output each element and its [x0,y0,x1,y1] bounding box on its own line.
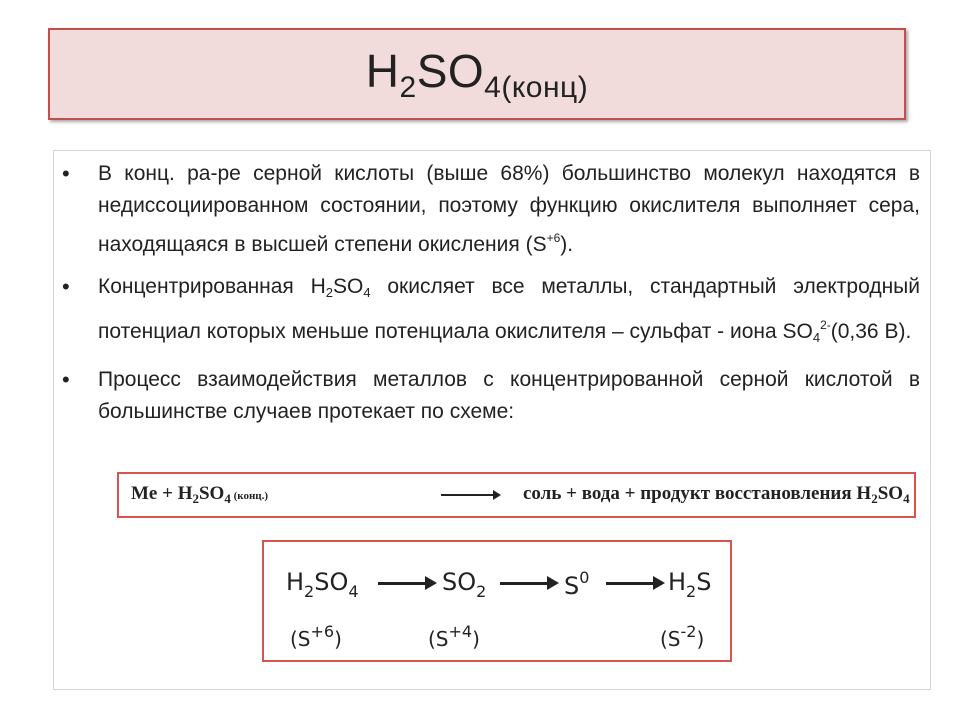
ox-text: (S [290,627,311,651]
bullet-list [62,158,920,438]
superscript: 2- [820,318,831,332]
superscript: 0 [579,568,590,587]
bullet-text: (0,36 В). [830,320,912,343]
subscript: 4 [224,491,231,506]
title-subscript: 2 [399,70,417,104]
formula-part: H [668,568,687,596]
formula-part: S [696,568,712,596]
bullet-text: Концентрированная H [98,275,326,298]
ox-text: (S [660,627,681,651]
formula-part: SO [314,568,349,596]
formula-part: S [564,572,580,600]
scheme-text: соль + вода + продукт восстановления H [523,483,872,504]
title-part: SO [416,44,485,97]
bullet-item [62,158,920,261]
ox-text: (S [428,627,449,651]
bullet-text: окисляет все металлы, стандартный электродный потенциал которых меньше потенциала окислителя – сульфат - иона SO [98,275,920,343]
slide-title [366,44,588,105]
superscript: -2 [680,622,697,641]
chain-arrow [378,582,434,585]
scheme-text: Me + H [131,483,193,504]
ox-text: ) [472,627,480,651]
bullet-text: ). [560,233,574,256]
oxidation-state [428,622,480,651]
subscript: 4 [363,285,371,300]
scheme-text: SO [198,483,225,504]
formula-part: SO [442,568,477,596]
subscript: 2 [304,582,315,601]
bullet-text: В конц. ра-ре серной кислоты (выше 68%) большинство молекул находятся в недиссоциированном состоянии, поэтому функцию окислителя выполняет сера, находящаяся в высшей степени окисления (S [98,162,920,256]
chain-species-s [564,568,589,600]
title-part: H [365,44,400,97]
oxidation-state [290,622,342,651]
subscript: 2 [192,491,199,506]
chain-arrow [500,582,556,585]
chain-species-so2 [442,568,486,601]
superscript: +6 [546,231,561,245]
scheme-reactants [131,483,268,507]
scheme-text: SO [877,483,904,504]
formula-part: H [286,568,305,596]
superscript: +4 [448,622,473,641]
chain-arrow [606,582,662,585]
scheme-note: (конц.) [230,490,269,502]
subscript: 2 [871,491,878,506]
chain-species-h2s [668,568,711,601]
reaction-arrow [441,494,499,496]
bullet-text: SO [333,275,364,298]
title-banner [48,28,906,120]
oxidation-state [660,622,704,651]
subscript: 4 [812,330,821,345]
subscript: 4 [903,491,910,506]
title-subscript: 4(конц) [484,70,589,104]
superscript: +6 [310,622,335,641]
bullet-item [62,364,920,428]
ox-text: ) [696,627,705,651]
subscript: 2 [686,582,697,601]
reduction-chain [262,540,732,662]
bullet-item [62,271,920,354]
subscript: 4 [348,582,359,601]
scheme-products [523,483,910,507]
ox-text: ) [334,627,342,651]
bullet-text: Процесс взаимодействия металлов с концентрированной серной кислотой в большинстве случаев протекает по схеме: [98,368,920,423]
chain-species-h2so4 [286,568,359,601]
subscript: 2 [476,582,487,601]
subscript: 2 [325,285,333,300]
reaction-scheme [117,472,916,518]
